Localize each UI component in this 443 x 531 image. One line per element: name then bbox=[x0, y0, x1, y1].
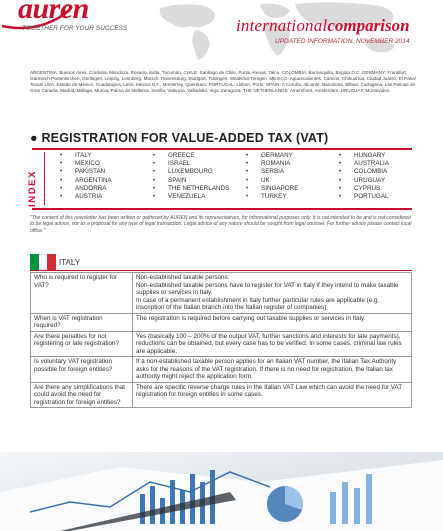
index-item[interactable]: • MEXICO bbox=[60, 160, 112, 168]
answer-cell: The registration is required before carrying out taxable supplies or services in Italy. bbox=[133, 313, 412, 331]
logo-wordmark: auren bbox=[18, 0, 89, 25]
section-title bbox=[30, 131, 328, 145]
index-item[interactable]: • TURKEY bbox=[246, 193, 298, 201]
index-item[interactable]: • HUNGARY bbox=[339, 152, 389, 160]
italy-flag-icon bbox=[30, 254, 56, 270]
question-cell: Who is required to register for VAT? bbox=[31, 273, 133, 314]
charts-photo-image bbox=[0, 452, 443, 531]
index-item[interactable]: • VENEZUELA bbox=[153, 193, 229, 201]
index-item[interactable]: • ITALY bbox=[60, 152, 112, 160]
index-item[interactable]: • AUSTRALIA bbox=[339, 160, 389, 168]
disclaimer: "The content of this newsletter has been written or gathered by AUREN and its representatives, for informational purposes only. It is not intended to be and is not considered to be legal advice, nor as a proposal for any type of legal transaction. Legal advice of any nature should be sought from legal counsel. For further advice please contact local office." bbox=[30, 215, 412, 234]
flag-stripe bbox=[47, 254, 56, 270]
index-column-1 bbox=[60, 152, 112, 201]
index-item[interactable]: • SINGAPORE bbox=[246, 185, 298, 193]
index-item[interactable]: • PAKISTAN bbox=[60, 168, 112, 176]
question-cell: Is voluntary VAT registration possible for foreign entities? bbox=[31, 357, 133, 383]
office-cities-list: ARGENTINA: Buenos Aires, Córdoba, Mendoza, Rosario, Salta, Tucumán. CHILE: Santiago de Chile, Punta Arenas, Talca. COLOMBIA: Barranquilla, Bogota D.C. GERMANY: Frankfurt, Garmisch-Partenkirchen, Gerlingen, Leipzig, Leonberg, Munich, Ravensburg, Stuttgart, Tübingen, Waldshut-Tiengen. MEXICO: Aguascalientes, Cancún, Chihuahua, Ciudad Juárez, El Paso/ Texas/ USA, Estado de México, Guadalajara, León, México D.F., Monterrey, Querétaro. PORTUGAL: Lisbon, Porto. SPAIN: A Coruña, Alicante, Barcelona, Bilbao, Cartagena, Las Palmas de Gran Canaria, Madrid, Málaga, Murcia, Palma de Mallorca, Sevilla, Valencia, Valladolid, Vigo, Zaragoza. THE NETHERLANDS: Amersfoort, Amsterdam. URUGUAY: Montevideo. bbox=[30, 70, 416, 94]
index-item[interactable]: • AUSTRIA bbox=[60, 193, 112, 201]
index-item[interactable]: • SPAIN bbox=[153, 177, 229, 185]
country-divider bbox=[30, 270, 412, 271]
index-column-4 bbox=[339, 152, 389, 201]
country-heading: ITALY bbox=[59, 258, 81, 267]
answer-cell: If a non-established taxable person applies for an Italian VAT number, the Italian Tax Authority asks for the reasons of the VAT registration. If there is no need for registration, the Italian tax authority might reject the application form. bbox=[133, 357, 412, 383]
table-row bbox=[31, 331, 412, 357]
table-row bbox=[31, 273, 412, 314]
index-item[interactable]: • ANDORRA bbox=[60, 185, 112, 193]
index-item[interactable]: • PORTUGAL bbox=[339, 193, 389, 201]
flag-stripe bbox=[30, 254, 39, 270]
index-item[interactable]: • ROMANIA bbox=[246, 160, 298, 168]
answer-cell bbox=[133, 273, 412, 314]
table-row bbox=[31, 313, 412, 331]
index-item[interactable]: • SERBIA bbox=[246, 168, 298, 176]
index-label: INDEX bbox=[27, 169, 38, 207]
index-item[interactable]: • ARGENTINA bbox=[60, 177, 112, 185]
answer-line: Non-established taxable persons: bbox=[136, 274, 230, 281]
question-cell: Are there penalties for not registering or late registration? bbox=[31, 331, 133, 357]
auren-logo[interactable] bbox=[0, 0, 150, 50]
index-item[interactable]: • ISRAEL bbox=[153, 160, 229, 168]
index-divider bbox=[44, 152, 45, 205]
index-item[interactable]: • GERMANY bbox=[246, 152, 298, 160]
index-item[interactable]: • LUXEMBOURG bbox=[153, 168, 229, 176]
index-item[interactable]: • UK bbox=[246, 177, 298, 185]
index-item[interactable]: • GREECE bbox=[153, 152, 229, 160]
section-title-text: REGISTRATION FOR VALUE-ADDED TAX (VAT) bbox=[41, 131, 329, 145]
vat-table bbox=[30, 272, 412, 408]
answer-cell: Yes (basically 100 – 200% of the output VAT, further sanctions and interests for late payments), reductions can be obtained, but every case has to be verified. In some cases, criminal law rules are applicable. bbox=[133, 331, 412, 357]
question-cell: Are there any simplifications that could avoid the need for registration for foreign entities? bbox=[31, 382, 133, 408]
title-part-1: international bbox=[236, 16, 328, 35]
answer-line: Non-established taxable persons have to register for VAT in Italy if they intend to make taxable supplies or services in Italy. bbox=[136, 281, 399, 296]
bullet-icon: ● bbox=[30, 131, 42, 145]
publication-title bbox=[236, 16, 410, 36]
answer-cell: There are specific reverse charge rules in the Italian VAT Law which can avoid the need for VAT registration for foreign entities in some cases. bbox=[133, 382, 412, 408]
index-column-2 bbox=[153, 152, 229, 201]
answer-line: In case of a permanent establishment in Italy further particular rules are applicable (e.g. inscription of the Italian branch into the Italian register of companies) bbox=[136, 296, 380, 311]
divider-bottom bbox=[32, 208, 412, 210]
publication-subtitle: UPDATED INFORMATION. NOVEMBER 2014 bbox=[275, 38, 410, 45]
table-row bbox=[31, 382, 412, 408]
title-part-2: comparison bbox=[327, 16, 410, 35]
header bbox=[0, 0, 443, 62]
question-cell: When is VAT registration required? bbox=[31, 313, 133, 331]
logo-tagline: TOGETHER FOR YOUR SUCCESS bbox=[22, 25, 128, 32]
index-item[interactable]: • THE NETHERLANDS bbox=[153, 185, 229, 193]
index-item[interactable]: • COLOMBIA bbox=[339, 168, 389, 176]
index-item[interactable]: • URUGUAY bbox=[339, 177, 389, 185]
flag-stripe bbox=[39, 254, 48, 270]
divider-top bbox=[32, 148, 412, 150]
index-column-3 bbox=[246, 152, 298, 201]
table-row bbox=[31, 357, 412, 383]
index-item[interactable]: • CYPRUS bbox=[339, 185, 389, 193]
